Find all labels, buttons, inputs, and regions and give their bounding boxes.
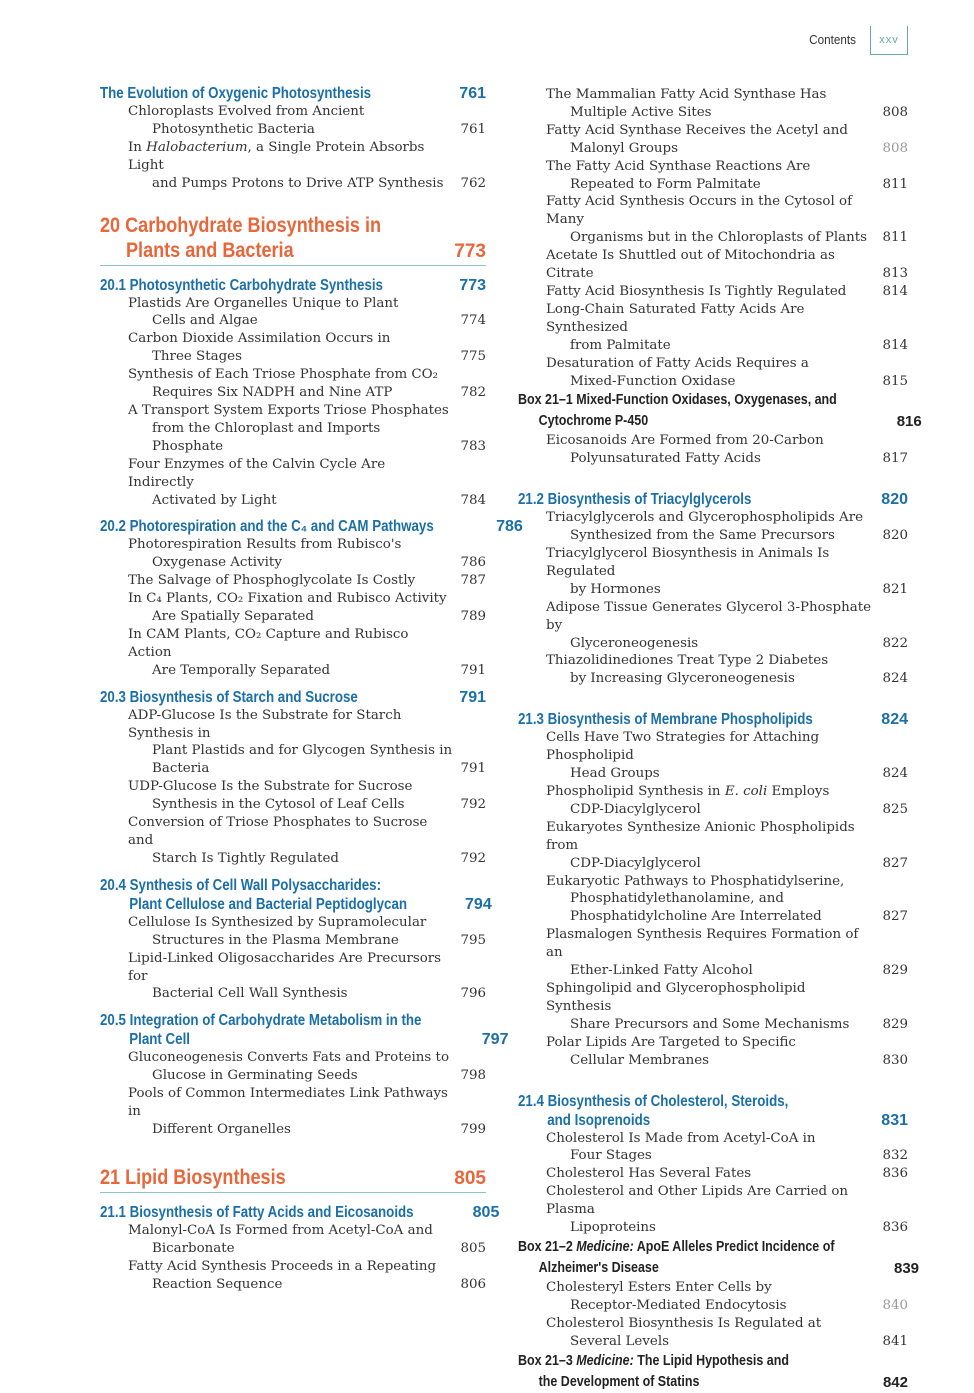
entry-title-line2: and Pumps Protons to Drive ATP Synthesis <box>152 175 444 191</box>
page-number: 784 <box>460 492 486 508</box>
page-number: 832 <box>882 1148 908 1164</box>
page-number: 830 <box>882 1052 908 1068</box>
section-title <box>100 688 451 707</box>
toc-section-heading[interactable] <box>100 876 492 914</box>
entry-title <box>100 814 452 868</box>
page-number: 827 <box>882 855 908 871</box>
entry-title <box>100 572 452 590</box>
toc-entry[interactable] <box>518 1279 908 1315</box>
entry-title-line1: In CAM Plants, CO₂ Capture and Rubisco Action <box>128 626 409 660</box>
entry-title-line1: Fatty Acid Synthesis Proceeds in a Repeating <box>128 1258 437 1274</box>
toc-entry[interactable] <box>518 432 908 468</box>
toc-section-heading[interactable] <box>518 1092 908 1130</box>
entry-title <box>518 783 874 819</box>
toc-entry[interactable] <box>100 402 486 456</box>
entry-title-line1: Eicosanoids Are Formed from 20-Carbon <box>546 433 824 449</box>
entry-title <box>100 139 452 193</box>
entry-title-line2: Head Groups <box>570 766 660 782</box>
toc-entry[interactable] <box>518 729 908 783</box>
entry-title <box>518 980 874 1034</box>
section-title-text: The Evolution of Oxygenic Photosynthesis <box>100 85 372 102</box>
section-title-line2: Plant Cellulose and Bacterial Peptidoglycan <box>129 895 408 913</box>
toc-entry[interactable] <box>100 1049 486 1085</box>
toc-entry[interactable] <box>100 572 486 590</box>
page-number: 795 <box>460 932 486 948</box>
entry-title-line2: Different Organelles <box>152 1121 291 1137</box>
entry-title <box>100 1085 452 1139</box>
toc-section-heading[interactable] <box>518 710 908 729</box>
entry-title <box>518 301 874 355</box>
toc-entry[interactable] <box>100 139 486 193</box>
entry-title <box>100 1049 452 1085</box>
entry-title-line1: Photorespiration Results from Rubisco's <box>128 537 402 553</box>
entry-title-line2: Glucose in Germinating Seeds <box>152 1068 358 1084</box>
entry-title-line2: Are Spatially Separated <box>152 609 314 625</box>
entry-title <box>100 778 452 814</box>
entry-title-line1: Triacylglycerol Biosynthesis in Animals Is Regulated <box>546 546 830 579</box>
entry-title-line1: Cholesterol Has Several Fates <box>546 1166 752 1182</box>
page-number: 806 <box>460 1276 486 1292</box>
entry-title-line2: Activated by Light <box>152 492 277 508</box>
entry-title <box>518 1183 874 1237</box>
entry-title-line2: by Hormones <box>570 581 661 597</box>
page-number: 813 <box>882 266 908 282</box>
entry-title-line1: In C₄ Plants, CO₂ Fixation and Rubisco Activity <box>128 591 447 607</box>
page-number: 783 <box>460 438 486 454</box>
entry-title <box>100 590 452 626</box>
entry-title <box>100 402 452 456</box>
page-number: 805 <box>460 1240 486 1256</box>
box-title <box>518 1237 886 1279</box>
toc-entry[interactable] <box>518 509 908 545</box>
entry-title <box>100 536 452 572</box>
page-number: 814 <box>882 283 908 299</box>
entry-title-line2: Polyunsaturated Fatty Acids <box>570 451 761 467</box>
entry-title-line2: Reaction Sequence <box>152 1276 283 1292</box>
page-number: 808 <box>882 140 908 156</box>
entry-title-line1: Thiazolidinediones Treat Type 2 Diabetes <box>546 653 829 669</box>
page-number: 820 <box>882 528 908 544</box>
entry-title-line1: Plastids Are Organelles Unique to Plant <box>128 295 399 311</box>
page-number: 799 <box>460 1121 486 1137</box>
entry-title-line2: Repeated to Form Palmitate <box>570 176 761 192</box>
entry-title <box>100 914 452 950</box>
entry-title <box>100 456 452 510</box>
entry-title-line1: Four Enzymes of the Calvin Cycle Are Indirectly <box>128 456 386 490</box>
entry-title-line1: Cholesterol Is Made from Acetyl-CoA in <box>546 1130 816 1146</box>
entry-title-line2: from the Chloroplast and Imports Phosphate <box>152 420 381 454</box>
toc-section-heading[interactable] <box>518 490 908 509</box>
page-number: 761 <box>460 121 486 137</box>
entry-title-line2: Cellular Membranes <box>570 1052 709 1068</box>
entry-title-line1: Synthesis of Each Triose Phosphate from CO₂ <box>128 367 438 383</box>
toc-entry[interactable] <box>518 980 908 1034</box>
entry-title-line1: Eukaryotes Synthesize Anionic Phospholipids from <box>546 819 855 853</box>
page-number: 774 <box>460 313 486 329</box>
toc-entry[interactable] <box>518 599 908 653</box>
page-number: 762 <box>460 175 486 191</box>
entry-title-line1: Sphingolipid and Glycerophospholipid Synthesis <box>546 980 806 1014</box>
entry-title-line1: Pools of Common Intermediates Link Pathways in <box>128 1086 448 1120</box>
page-number: 840 <box>882 1297 908 1313</box>
page-number: 811 <box>882 230 908 246</box>
entry-title-line1: Cholesteryl Esters Enter Cells by <box>546 1279 772 1295</box>
toc-entry[interactable] <box>518 819 908 873</box>
page-number: 786 <box>496 518 523 536</box>
box-title-line2: Cytochrome P-450 <box>538 413 649 430</box>
entry-title-line2: Requires Six NADPH and Nine ATP <box>152 385 393 401</box>
toc-entry[interactable] <box>518 652 908 688</box>
entry-title <box>518 1315 874 1351</box>
entry-title-line1: Triacylglycerols and Glycerophospholipids Are <box>546 510 864 526</box>
box-title <box>518 390 889 432</box>
entry-title-line2: Cells and Algae <box>152 313 258 329</box>
toc-box-entry[interactable] <box>518 1237 920 1279</box>
entry-title <box>518 247 874 283</box>
toc-chapter-heading[interactable] <box>100 213 486 266</box>
section-title <box>100 876 457 914</box>
entry-title-line2: Bicarbonate <box>152 1240 235 1256</box>
entry-title <box>518 1130 874 1166</box>
page-number: 814 <box>882 337 908 353</box>
box-title-line2: the Development of Statins <box>538 1373 700 1390</box>
toc-entry[interactable] <box>518 1165 908 1183</box>
entry-title-line1: Phospholipid Synthesis in E. coli Employs <box>546 784 830 799</box>
box-title-line2: Alzheimer's Disease <box>538 1259 659 1276</box>
section-title-text: 21.2 Biosynthesis of Triacylglycerols <box>518 491 752 509</box>
toc-entry[interactable] <box>518 1315 908 1351</box>
section-title-line2: Plant Cell <box>129 1031 190 1049</box>
toc-box-entry[interactable] <box>518 390 922 432</box>
entry-title-line1: Fatty Acid Synthesis Occurs in the Cytosol of Many <box>546 194 853 228</box>
toc-entry[interactable] <box>100 914 486 950</box>
toc-entry[interactable] <box>100 103 486 139</box>
toc-entry[interactable] <box>518 283 908 301</box>
toc-entry[interactable] <box>518 355 908 391</box>
page-number: 794 <box>465 895 492 913</box>
entry-title-line1: Conversion of Triose Phosphates to Sucrose and <box>128 815 428 848</box>
page-number: 829 <box>882 1016 908 1032</box>
entry-title-line1: Lipid-Linked Oligosaccharides Are Precursors for <box>128 950 442 984</box>
section-title <box>100 84 451 103</box>
entry-title <box>518 432 874 468</box>
entry-title-line2: Organisms but in the Chloroplasts of Plants <box>570 230 868 246</box>
toc-entry[interactable] <box>518 873 908 927</box>
entry-title <box>100 330 452 366</box>
section-title-text: 20.3 Biosynthesis of Starch and Sucrose <box>100 688 358 706</box>
toc-entry[interactable] <box>518 1034 908 1070</box>
entry-title <box>100 1258 452 1294</box>
entry-title-line2: CDP-Diacylglycerol <box>570 801 701 817</box>
toc-entry[interactable] <box>100 814 486 868</box>
page-number: 786 <box>460 555 486 571</box>
toc-entry[interactable] <box>518 783 908 819</box>
section-title-line1: 21.4 Biosynthesis of Cholesterol, Steroids, <box>518 1092 789 1110</box>
toc-entry[interactable] <box>518 1183 908 1237</box>
page-number: 796 <box>460 986 486 1002</box>
entry-title <box>518 819 874 873</box>
section-title-line1: 20.4 Synthesis of Cell Wall Polysaccharides: <box>100 876 382 894</box>
entry-title <box>100 103 452 139</box>
entry-title-line1: UDP-Glucose Is the Substrate for Sucrose <box>128 779 413 795</box>
chapter-title-line2: Plants and Bacteria <box>126 238 294 262</box>
section-title <box>100 517 488 536</box>
page-number: 791 <box>459 688 486 706</box>
entry-title-line1: A Transport System Exports Triose Phosphates <box>128 402 449 418</box>
entry-title-line2: Plant Plastids and for Glycogen Synthesis in <box>152 743 453 759</box>
entry-title-line1: Carbon Dioxide Assimilation Occurs in <box>128 331 391 347</box>
section-title-text: 21.1 Biosynthesis of Fatty Acids and Eicosanoids <box>100 1203 414 1221</box>
entry-title <box>518 652 874 688</box>
toc-column-right <box>518 86 922 1393</box>
toc-section-heading[interactable] <box>100 84 486 103</box>
page-number: 836 <box>882 1166 908 1182</box>
running-header-label: Contents <box>809 32 856 47</box>
entry-title-line1: Cholesterol Biosynthesis Is Regulated at <box>546 1315 822 1331</box>
entry-title-line1: Eukaryotic Pathways to Phosphatidylserine, <box>546 873 845 889</box>
entry-title-line2: Three Stages <box>152 349 242 365</box>
page-number: 841 <box>882 1333 908 1349</box>
toc-entry[interactable] <box>518 193 908 247</box>
page-number: 816 <box>896 413 922 431</box>
entry-title-line1: In Halobacterium, a Single Protein Absorbs Light <box>128 139 425 173</box>
chapter-title <box>100 1165 446 1190</box>
toc-entry[interactable] <box>518 86 908 122</box>
entry-title-line2: Photosynthetic Bacteria <box>152 121 315 137</box>
entry-title <box>100 295 452 331</box>
toc-entry[interactable] <box>100 295 486 331</box>
entry-title-line1: Fatty Acid Biosynthesis Is Tightly Regulated <box>546 283 847 299</box>
entry-title-line2: Synthesis in the Cytosol of Leaf Cells <box>152 797 405 813</box>
toc-entry[interactable] <box>100 778 486 814</box>
entry-title-line1: The Mammalian Fatty Acid Synthase Has <box>546 87 827 102</box>
entry-title <box>100 1222 452 1258</box>
entry-title-line1: Chloroplasts Evolved from Ancient <box>128 104 365 119</box>
entry-title <box>518 1165 874 1183</box>
toc-column-left <box>100 84 523 1294</box>
toc-section-heading[interactable] <box>100 1203 500 1222</box>
entry-title <box>518 1279 874 1315</box>
section-title-text: 20.2 Photorespiration and the C₄ and CAM Pathways <box>100 518 434 536</box>
toc-entry[interactable] <box>518 926 908 980</box>
entry-title-line2: from Palmitate <box>570 337 671 353</box>
entry-title-line1: Acetate Is Shuttled out of Mitochondria as Citrate <box>546 248 835 282</box>
page-number: 782 <box>460 385 486 401</box>
box-title-line1: Box 21–2 Medicine: ApoE Alleles Predict Incidence of <box>518 1238 835 1255</box>
toc-entry[interactable] <box>518 158 908 194</box>
page-number: 791 <box>460 761 486 777</box>
entry-title-line2: Receptor-Mediated Endocytosis <box>570 1297 787 1313</box>
entry-title-line2: Starch Is Tightly Regulated <box>152 850 339 866</box>
entry-title <box>518 599 874 653</box>
entry-title <box>100 950 452 1004</box>
entry-title <box>100 366 452 402</box>
entry-title-line1: Malonyl-CoA Is Formed from Acetyl-CoA and <box>128 1222 433 1238</box>
entry-title-line1: Adipose Tissue Generates Glycerol 3-Phosphate by <box>546 599 872 633</box>
toc-chapter-heading[interactable] <box>100 1165 486 1193</box>
entry-title-line2: Phosphatidylethanolamine, and <box>570 891 784 907</box>
page-number: 820 <box>881 491 908 509</box>
page-number: 789 <box>460 609 486 625</box>
entry-title <box>518 86 874 122</box>
page-number: 824 <box>881 711 908 729</box>
page-number: 775 <box>460 349 486 365</box>
box-title <box>518 1351 875 1393</box>
page-number: 825 <box>882 801 908 817</box>
section-title-line2: and Isoprenoids <box>547 1111 651 1129</box>
toc-section-heading[interactable] <box>100 276 486 295</box>
toc-entry[interactable] <box>100 1258 486 1294</box>
toc-entry[interactable] <box>100 330 486 366</box>
page-number: 805 <box>472 1203 500 1221</box>
entry-title-line1: Plasmalogen Synthesis Requires Formation of an <box>546 927 859 961</box>
toc-entry[interactable] <box>100 536 486 572</box>
section-title-text: 20.1 Photosynthetic Carbohydrate Synthesis <box>100 276 383 294</box>
entry-title-line2: Multiple Active Sites <box>570 104 712 120</box>
toc-entry[interactable] <box>518 301 908 355</box>
entry-title <box>518 873 874 927</box>
page-number: 792 <box>460 850 486 866</box>
entry-title <box>518 729 874 783</box>
page-number: 773 <box>459 276 486 294</box>
entry-title-line2: Malonyl Groups <box>570 140 678 156</box>
toc-entry[interactable] <box>100 590 486 626</box>
section-title <box>100 276 451 295</box>
box-title-line1: Box 21–1 Mixed-Function Oxidases, Oxygenases, and <box>518 392 837 409</box>
chapter-title <box>100 213 446 263</box>
entry-title-line2: Bacterial Cell Wall Synthesis <box>152 986 348 1002</box>
page-number: 761 <box>459 85 486 102</box>
entry-title <box>518 355 874 391</box>
toc-entry[interactable] <box>100 366 486 402</box>
entry-title-line2: Mixed-Function Oxidase <box>570 373 736 389</box>
page-number: 824 <box>882 671 908 687</box>
page-number: 791 <box>460 662 486 678</box>
entry-title <box>518 545 874 599</box>
entry-title-line3: Phosphatidylcholine Are Interrelated <box>570 909 822 925</box>
section-title <box>100 1203 465 1222</box>
toc-entry[interactable] <box>100 1085 486 1139</box>
page-number: 839 <box>894 1259 920 1277</box>
entry-title-line2: Are Temporally Separated <box>152 662 331 678</box>
page-number: 842 <box>882 1373 908 1391</box>
entry-title-line2: Four Stages <box>570 1148 652 1164</box>
entry-title <box>518 926 874 980</box>
entry-title-line1: Desaturation of Fatty Acids Requires a <box>546 355 809 371</box>
page-number-roman: xxv <box>870 26 908 55</box>
page-number: 797 <box>481 1031 509 1049</box>
toc-entry[interactable] <box>518 247 908 283</box>
section-title <box>518 1092 873 1130</box>
entry-title-line2: by Increasing Glyceroneogenesis <box>570 671 795 687</box>
entry-title-line2: Glyceroneogenesis <box>570 635 699 651</box>
box-title-line1: Box 21–3 Medicine: The Lipid Hypothesis and <box>518 1352 789 1369</box>
page-number: 798 <box>460 1068 486 1084</box>
entry-title-line2: Synthesized from the Same Precursors <box>570 528 835 544</box>
section-title <box>518 490 873 509</box>
page-number: 787 <box>460 573 486 589</box>
entry-title-line1: Cholesterol and Other Lipids Are Carried on Plasma <box>546 1184 849 1218</box>
entry-title-line1: Gluconeogenesis Converts Fats and Proteins to <box>128 1050 450 1066</box>
page-number: 815 <box>882 373 908 389</box>
section-title <box>100 1011 474 1049</box>
toc-entry[interactable] <box>518 545 908 599</box>
toc-section-heading[interactable] <box>100 688 486 707</box>
page-number: 831 <box>881 1111 908 1129</box>
entry-title-line3: Bacteria <box>152 761 210 777</box>
page-number: 811 <box>882 176 908 192</box>
toc-entry[interactable] <box>100 1222 486 1258</box>
entry-title-line1: Cellulose Is Synthesized by Supramolecular <box>128 914 427 930</box>
toc-section-heading[interactable] <box>100 517 523 536</box>
section-title-text: 21.3 Biosynthesis of Membrane Phospholipids <box>518 711 813 729</box>
page-number: 821 <box>882 581 908 597</box>
toc-entry[interactable] <box>518 1130 908 1166</box>
entry-title-line1: Polar Lipids Are Targeted to Specific <box>546 1034 796 1050</box>
page-number: 824 <box>882 766 908 782</box>
entry-title-line1: Fatty Acid Synthase Receives the Acetyl and <box>546 122 848 138</box>
toc-entry[interactable] <box>100 707 486 779</box>
page-number: 822 <box>882 635 908 651</box>
entry-title-line1: Long-Chain Saturated Fatty Acids Are Synthesized <box>546 301 805 335</box>
entry-title-line1: ADP-Glucose Is the Substrate for Starch Synthesis in <box>128 707 402 741</box>
toc-entry[interactable] <box>100 626 486 680</box>
entry-title <box>518 158 874 194</box>
page-number: 773 <box>454 240 486 262</box>
entry-title-line2: CDP-Diacylglycerol <box>570 855 701 871</box>
entry-title-line2: Structures in the Plasma Membrane <box>152 932 399 948</box>
page-number: 817 <box>882 451 908 467</box>
toc-entry[interactable] <box>518 122 908 158</box>
entry-title-line1: The Salvage of Phosphoglycolate Is Costly <box>128 573 416 589</box>
entry-title-line2: Several Levels <box>570 1333 669 1349</box>
entry-title <box>518 193 874 247</box>
section-title <box>518 710 873 729</box>
section-title-line1: 20.5 Integration of Carbohydrate Metabolism in the <box>100 1012 422 1030</box>
entry-title-line2: Oxygenase Activity <box>152 555 282 571</box>
entry-title-line1: The Fatty Acid Synthase Reactions Are <box>546 158 811 174</box>
entry-title <box>100 707 452 779</box>
entry-title-line1: Cells Have Two Strategies for Attaching Phospholipid <box>546 730 820 764</box>
page-number: 829 <box>882 963 908 979</box>
toc-box-entry[interactable] <box>518 1351 908 1393</box>
entry-title-line2: Share Precursors and Some Mechanisms <box>570 1016 850 1032</box>
page-number: 827 <box>882 909 908 925</box>
entry-title <box>518 283 874 301</box>
entry-title-line2: Ether-Linked Fatty Alcohol <box>570 963 753 979</box>
page-number: 805 <box>454 1167 486 1189</box>
chapter-title-line1: 21 Lipid Biosynthesis <box>100 1165 286 1189</box>
page-number: 808 <box>882 104 908 120</box>
entry-title-line2: Lipoproteins <box>570 1220 656 1236</box>
toc-entry[interactable] <box>100 456 486 510</box>
entry-title <box>518 509 874 545</box>
entry-title <box>518 122 874 158</box>
page-number: 792 <box>460 797 486 813</box>
page-number: 836 <box>882 1220 908 1236</box>
chapter-title-line1: 20 Carbohydrate Biosynthesis in <box>100 213 382 237</box>
entry-title <box>518 1034 874 1070</box>
toc-section-heading[interactable] <box>100 1011 509 1049</box>
toc-entry[interactable] <box>100 950 486 1004</box>
entry-title <box>100 626 452 680</box>
